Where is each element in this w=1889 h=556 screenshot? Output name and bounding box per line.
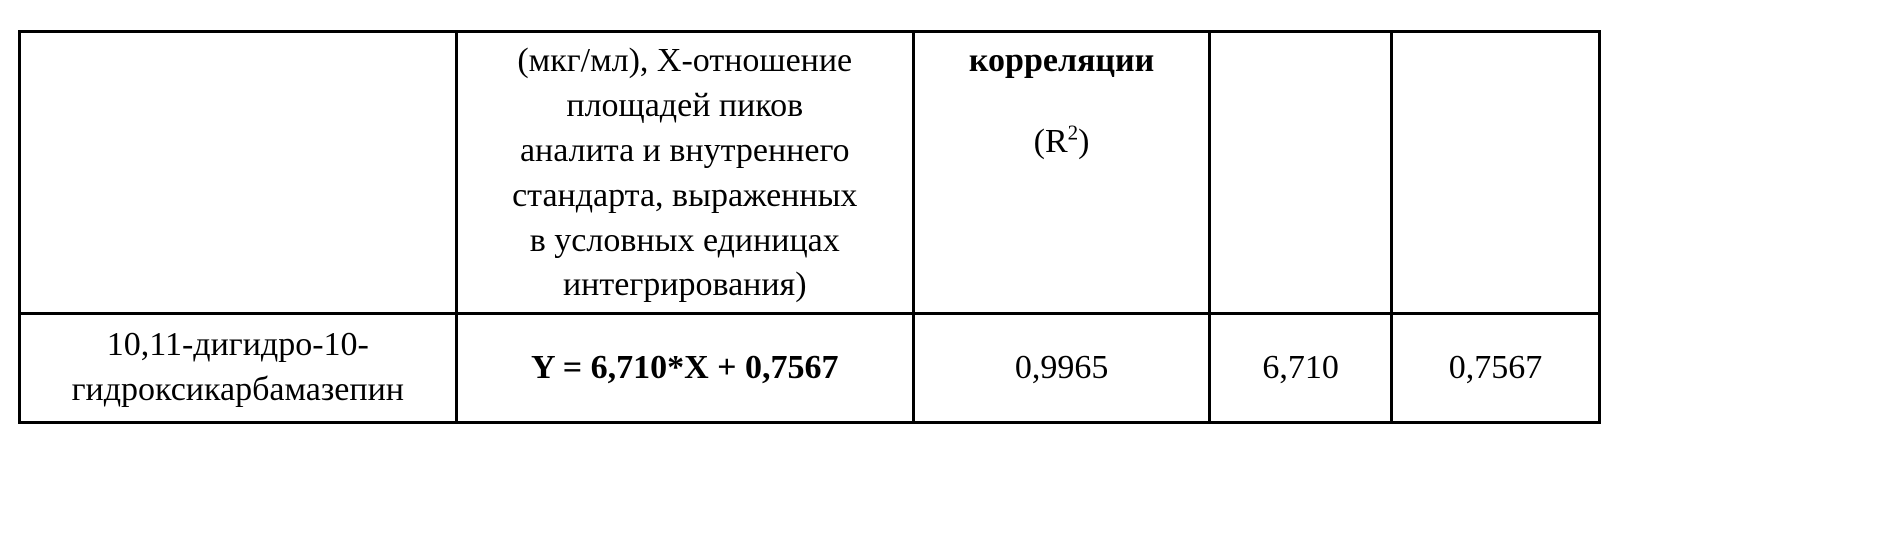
header-equation-line-2: площадей пиков xyxy=(566,86,804,124)
data-table xyxy=(18,30,1601,424)
header-correlation-label: корреляции xyxy=(968,42,1155,79)
header-cell-name xyxy=(20,32,457,314)
cell-coefficient-b: 0,7567 xyxy=(1392,314,1600,423)
header-cell-correlation xyxy=(913,32,1209,314)
header-equation-line-1: (мкг/мл), X-отношение xyxy=(517,42,853,79)
cell-analyte-name xyxy=(20,314,457,423)
analyte-name-line-2: гидроксикарбамазепин xyxy=(71,371,404,409)
r-prefix: (R xyxy=(1033,122,1068,160)
cell-coefficient-a: 6,710 xyxy=(1210,314,1392,423)
header-cell-a xyxy=(1210,32,1392,314)
header-equation-line-4: стандарта, выраженных xyxy=(512,176,858,214)
analyte-name-line-1: 10,11-дигидро-10- xyxy=(106,326,369,364)
table-row xyxy=(20,314,1600,423)
header-correlation-symbol xyxy=(921,120,1202,165)
header-equation-line-3: аналита и внутреннего xyxy=(519,131,850,169)
r-superscript: 2 xyxy=(1067,120,1079,145)
cell-equation: Y = 6,710*X + 0,7567 xyxy=(456,314,913,423)
header-equation-line-6: интегрирования) xyxy=(562,266,807,304)
table-header-row xyxy=(20,32,1600,314)
header-cell-b xyxy=(1392,32,1600,314)
header-equation-line-5: в условных единицах xyxy=(529,221,840,259)
cell-correlation: 0,9965 xyxy=(913,314,1209,423)
header-cell-equation xyxy=(456,32,913,314)
r-suffix: ) xyxy=(1078,122,1090,160)
